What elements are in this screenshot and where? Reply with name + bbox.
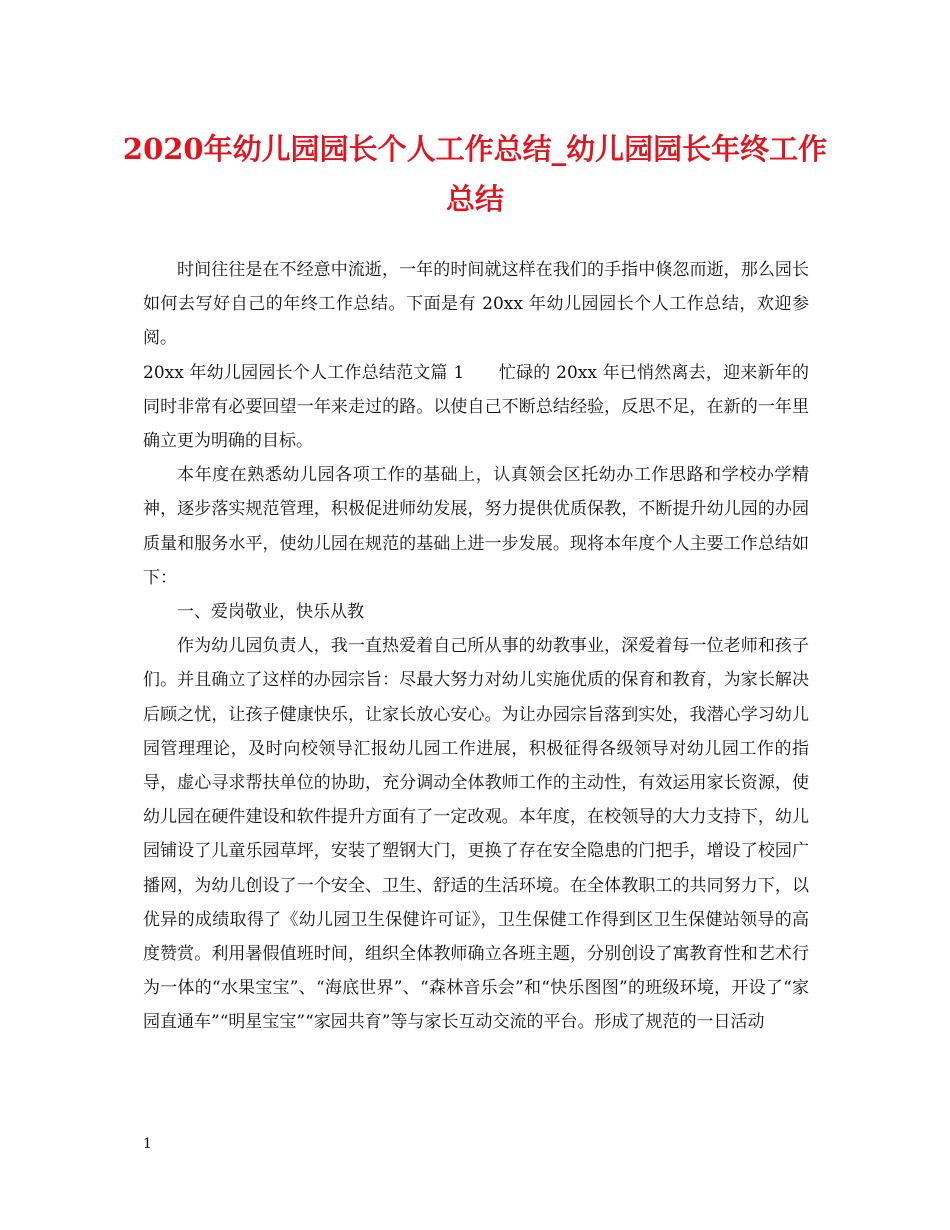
document-title-line-2: 总结 xyxy=(445,182,504,216)
document-body xyxy=(143,253,809,1040)
paragraph-section-heading: 20xx 年幼儿园园长个人工作总结范文篇 1 忙碌的 20xx 年已悄然离去，迎来新年的同时非常有必要回望一年来走过的路。以使自己不断总结经验，反思不足，在新的一年里确立更为明确的目标。 xyxy=(143,362,809,452)
document-title-line-1: 2020年幼儿园园长个人工作总结_幼儿园园长年终工作 xyxy=(122,132,828,166)
document-title xyxy=(120,124,830,224)
paragraph-subheading: 一、爱岗敬业，快乐从教 xyxy=(177,602,364,623)
page-number: 1 xyxy=(143,1136,152,1152)
paragraph-overview: 本年度在熟悉幼儿园各项工作的基础上，认真领会区托幼办工作思路和学校办学精神，逐步落实规范管理，积极促进师幼发展，努力提供优质保教，不断提升幼儿园的办园质量和服务水平，使幼儿园在规范的基础上进一步发展。现将本年度个人主要工作总结如下： xyxy=(143,465,809,588)
paragraph-intro: 时间往往是在不经意中流逝，一年的时间就这样在我们的手指中倏忽而逝，那么园长如何去写好自己的年终工作总结。下面是有 20xx 年幼儿园园长个人工作总结，欢迎参阅。 xyxy=(143,260,809,349)
paragraph-main: 作为幼儿园负责人，我一直热爱着自己所从事的幼教事业，深爱着每一位老师和孩子们。并且确立了这样的办园宗旨：尽最大努力对幼儿实施优质的保育和教育，为家长解决后顾之忧，让孩子健康快乐，让家长放心安心。为让办园宗旨落到实处，我潜心学习幼儿园管理理论，及时向校领导汇报幼儿园工作进展，积极征得各级领导对幼儿园工作的指导，虚心寻求帮扶单位的协助，充分调动全体教师工作的主动性，有效运用家长资源，使幼儿园在硬件建设和软件提升方面有了一定改观。本年度，在校领导的大力支持下，幼儿园铺设了儿童乐园草坪，安装了塑钢大门，更换了存在安全隐患的门把手，增设了校园广播网，为幼儿创设了一个安全、卫生、舒适的生活环境。在全体教职工的共同努力下，以优异的成绩取得了《幼儿园卫生保健许可证》，卫生保健工作得到区卫生保健站领导的高度赞赏。利用暑假值班时间，组织全体教师确立各班主题，分别创设了寓教育性和艺术行为一体的“水果宝宝”、“海底世界”、“森林音乐会”和“快乐图图”的班级环境，开设了“家园直通车”“明星宝宝”“家园共育”等与家长互动交流的平台。形成了规范的一日活动 xyxy=(143,636,809,1033)
